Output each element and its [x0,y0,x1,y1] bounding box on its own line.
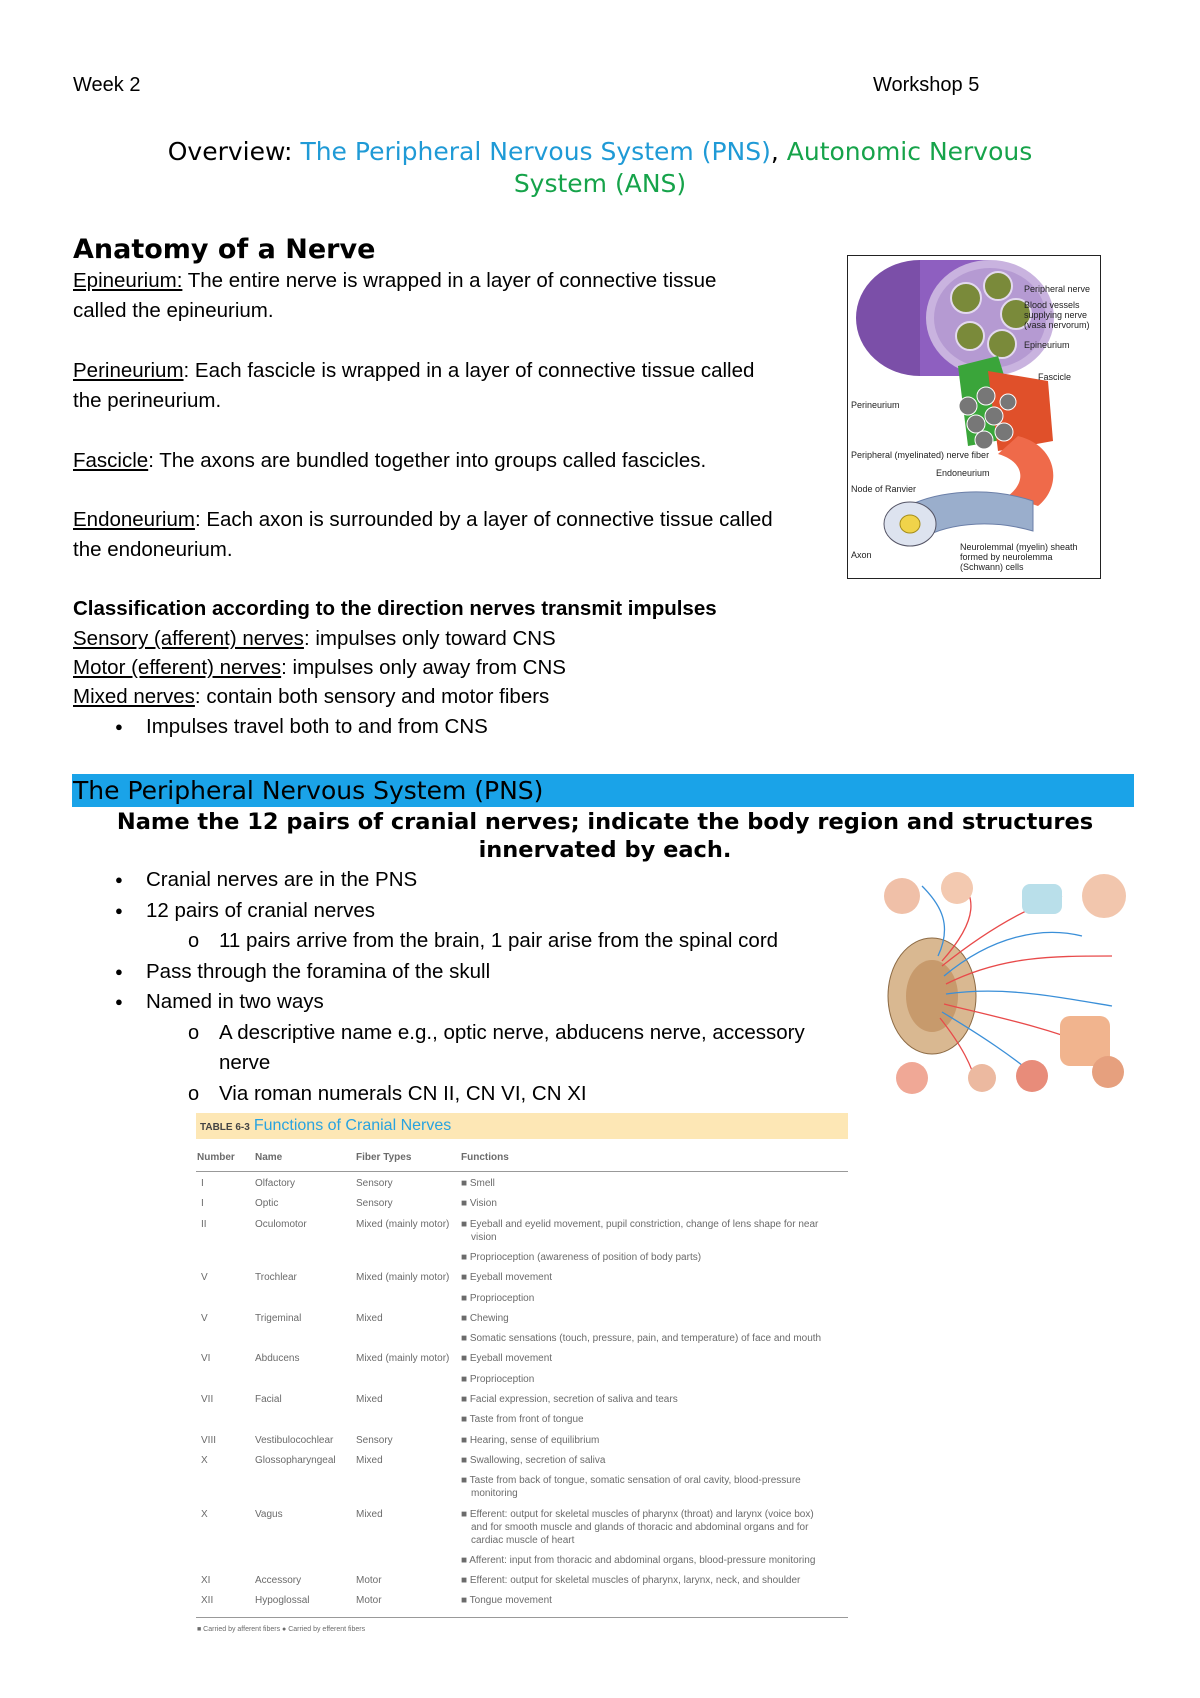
pns-bullets [73,865,873,1109]
overview-ans-line2: System (ANS) [513,169,687,198]
table-cell-function: ■ Taste from back of tongue, somatic sensation of oral cavity, blood-pressure [461,1475,801,1487]
motor-text: : impulses only away from CNS [281,656,566,679]
table-cell-fiber: Mixed [356,1454,383,1466]
fascicle-shape [984,272,1012,300]
table-cell-number: XII [201,1595,214,1607]
anatomy-perineurium [73,356,833,416]
table-cell-fiber: Motor [356,1575,382,1587]
label-blood-vessels-3: (vasa nervorum) [1024,320,1090,330]
axon-end-shape [967,415,985,433]
table-cell-fiber: Motor [356,1595,382,1607]
table-cell-function: and for smooth muscle and glands of thoracic and abdominal organs and for [471,1521,809,1533]
axon-end-shape [977,387,995,405]
table-cell-number: XI [201,1575,211,1587]
question-line2: innervated by each. [478,837,732,863]
label-peripheral-nerve: Peripheral nerve [1024,284,1091,294]
classification-sensory [73,624,556,654]
overview-title [0,136,1200,168]
table-cell-function: ■ Tongue movement [461,1595,552,1607]
table-title-bar [196,1113,848,1139]
organ-vignette-shape [1092,1056,1124,1088]
label-axon: Axon [851,550,872,560]
col-header-name: Name [255,1152,283,1163]
table-cell-fiber: Sensory [356,1198,393,1210]
epineurium-text-2: called the epineurium. [73,299,274,322]
cranial-nerves-table [196,1113,848,1663]
term-motor: Motor (efferent) nerves [73,656,282,679]
table-cell-function: ■ Facial expression, secretion of saliva and tears [461,1394,678,1405]
table-cell-number: VI [201,1353,211,1365]
table-cell-function: ■ Proprioception [461,1292,535,1304]
table-cell-name: Abducens [255,1353,300,1365]
list-item: ● Impulses travel both to and from CNS [73,712,773,743]
table-cell-fiber: Mixed [356,1508,383,1520]
question-line1: Name the 12 pairs of cranial nerves; indicate the body region and structures [116,809,1094,835]
table-cell-fiber: Mixed [356,1394,383,1405]
table-cell-name: Olfactory [255,1178,296,1189]
table-cell-fiber: Sensory [356,1434,393,1446]
list-item: ● Cranial nerves are in the PNS [73,865,873,896]
table-cell-function: ■ Smell [461,1178,495,1189]
head-vignette-shape [1082,874,1126,918]
endoneurium-text: : Each axon is surrounded by a layer of connective tissue called [194,508,773,531]
table-cell-function: ■ Afferent: input from thoracic and abdominal organs, blood-pressure monitoring [461,1554,816,1566]
list-item-continuation: nerve [219,1051,271,1074]
list-item: ● Named in two ways [73,987,873,1018]
table-cell-number: V [201,1272,208,1284]
header-week: Week 2 [73,74,141,96]
table-footer-rule [196,1617,848,1618]
sensory-text: : impulses only toward CNS [303,627,556,650]
head-vignette-shape [941,872,973,904]
table-cell-function: ■ Proprioception [461,1373,535,1385]
table-tag: TABLE 6-3 [200,1122,250,1133]
head-vignette-shape [884,878,920,914]
table-header-rule [196,1171,848,1172]
col-header-number: Number [197,1152,235,1163]
table-cell-function: ■ Vision [461,1198,497,1210]
overview-ans-line1: Autonomic Nervous [786,137,1033,166]
fascicle-shape [951,283,981,313]
overview-pns: The Peripheral Nervous System (PNS) [300,137,771,166]
term-epineurium: Epineurium: [73,269,183,292]
table-cell-function: ■ Swallowing, secretion of saliva [461,1454,606,1466]
table-body [196,1139,848,1659]
table-cell-name: Vestibulocochlear [255,1434,334,1446]
perineurium-text: : Each fascicle is wrapped in a layer of connective tissue called [183,359,755,382]
label-myelin-sheath-2: formed by neurolemma [960,552,1053,562]
overview-prefix: Overview: [167,137,293,166]
table-cell-number: VIII [201,1434,217,1446]
mixed-text: : contain both sensory and motor fibers [194,685,550,708]
term-endoneurium: Endoneurium [73,508,195,531]
table-cell-function: vision [471,1231,497,1243]
table-cell-function: ■ Efferent: output for skeletal muscles of pharynx (throat) and larynx (voice box) [461,1508,814,1520]
table-title: Functions of Cranial Nerves [253,1117,452,1134]
label-blood-vessels: Blood vessels [1024,300,1080,310]
label-perineurium: Perineurium [851,400,900,410]
term-mixed: Mixed nerves [73,685,195,708]
table-cell-number: X [201,1508,208,1520]
list-item: o A descriptive name e.g., optic nerve, abducens nerve, accessory [73,1018,873,1049]
label-endoneurium: Endoneurium [936,468,990,478]
table-cell-function: cardiac muscle of heart [471,1534,575,1546]
table-cell-fiber: Mixed [356,1312,383,1324]
head-vignette-shape [896,1062,928,1094]
term-perineurium: Perineurium [73,359,184,382]
table-cell-function: ■ Somatic sensations (touch, pressure, pain, and temperature) of face and mouth [461,1333,822,1345]
list-item: o 11 pairs arrive from the brain, 1 pair arise from the spinal cord [73,926,873,957]
endoneurium-text-2: the endoneurium. [73,538,233,561]
table-cell-function: ■ Eyeball movement [461,1353,553,1365]
table-cell-number: II [201,1218,207,1230]
list-item: o Via roman numerals CN II, CN VI, CN XI [73,1079,873,1110]
epineurium-text: The entire nerve is wrapped in a layer of connective tissue [182,269,717,292]
axon-end-shape [975,431,993,449]
label-blood-vessels-2: supplying nerve [1024,310,1088,320]
table-cell-number: I [201,1178,204,1189]
table-cell-number: X [201,1454,208,1466]
table-cell-function: ■ Efferent: output for skeletal muscles of pharynx, larynx, neck, and shoulder [461,1575,801,1587]
overview-comma: , [770,137,779,166]
head-vignette-shape [968,1064,996,1092]
table-cell-number: V [201,1312,208,1324]
cranial-nerves-illustration [882,866,1132,1098]
label-myelin-sheath: Neurolemmal (myelin) sheath [960,542,1078,552]
axon-end-shape [995,423,1013,441]
term-sensory: Sensory (afferent) nerves [73,627,304,650]
table-footnote: ■ Carried by afferent fibers ● Carried by efferent fibers [197,1625,366,1633]
table-cell-fiber: Sensory [356,1178,393,1189]
eye-vignette-shape [1022,884,1062,914]
table-cell-function: ■ Eyeball movement [461,1272,553,1284]
classification-motor [73,653,566,683]
table-cell-fiber: Mixed (mainly motor) [356,1353,450,1365]
table-cell-function: ■ Eyeball and eyelid movement, pupil constriction, change of lens shape for near [461,1218,819,1230]
table-cell-name: Vagus [255,1508,283,1520]
table-cell-name: Optic [255,1198,279,1210]
table-cell-number: I [201,1198,204,1210]
anatomy-heading: Anatomy of a Nerve [73,234,376,265]
perineurium-text-2: the perineurium. [73,389,222,412]
label-fascicle: Fascicle [1038,372,1072,382]
col-header-fiber: Fiber Types [356,1152,412,1163]
label-epineurium: Epineurium [1024,340,1070,350]
table-cell-name: Accessory [255,1575,302,1587]
anatomy-fascicle [73,446,833,476]
classification-heading: Classification according to the direction nerves transmit impulses [73,597,717,620]
table-cell-function: ■ Taste from front of tongue [461,1414,584,1426]
table-cell-fiber: Mixed (mainly motor) [356,1272,450,1284]
table-cell-name: Facial [255,1394,282,1405]
axon-end-shape [959,397,977,415]
anatomy-epineurium [73,266,833,326]
label-nerve-fiber: Peripheral (myelinated) nerve fiber [851,450,990,460]
cranial-nerves-figure [882,866,1132,1098]
label-node-of-ranvier: Node of Ranvier [851,484,917,494]
classification-bullets [73,712,773,743]
table-cell-function: ■ Chewing [461,1312,509,1324]
fascicle-shape [956,322,984,350]
organ-vignette-shape [1016,1060,1048,1092]
label-myelin-sheath-3: (Schwann) cells [960,562,1024,572]
col-header-functions: Functions [461,1152,509,1163]
list-item: ● Pass through the foramina of the skull [73,957,873,988]
anatomy-endoneurium [73,505,833,565]
list-item: ● 12 pairs of cranial nerves [73,896,873,927]
table-cell-name: Oculomotor [255,1218,307,1230]
table-cell-function: ■ Hearing, sense of equilibrium [461,1434,600,1446]
table-cell-name: Glossopharyngeal [255,1454,336,1466]
fascicle-shape [988,330,1016,358]
classification-mixed [73,682,549,712]
table-cell-name: Hypoglossal [255,1595,310,1607]
table-cell-function: ■ Proprioception (awareness of position of body parts) [461,1251,702,1263]
axon-end-shape [985,407,1003,425]
term-fascicle: Fascicle [73,449,149,472]
table-cell-fiber: Mixed (mainly motor) [356,1218,450,1230]
nerve-anatomy-illustration [848,256,1100,578]
section-title-pns: The Peripheral Nervous System (PNS) [73,776,544,805]
axon-end-shape [1000,394,1016,410]
axon-core [900,515,920,533]
nerve-anatomy-figure [847,255,1101,579]
table-cell-name: Trochlear [255,1272,297,1284]
table-cell-function: monitoring [471,1488,518,1500]
table-cell-number: VII [201,1394,214,1405]
table-cell-name: Trigeminal [255,1312,302,1324]
header-workshop: Workshop 5 [873,74,980,96]
fascicle-text: : The axons are bundled together into groups called fascicles. [148,449,707,472]
section-bar-pns [72,774,1134,807]
